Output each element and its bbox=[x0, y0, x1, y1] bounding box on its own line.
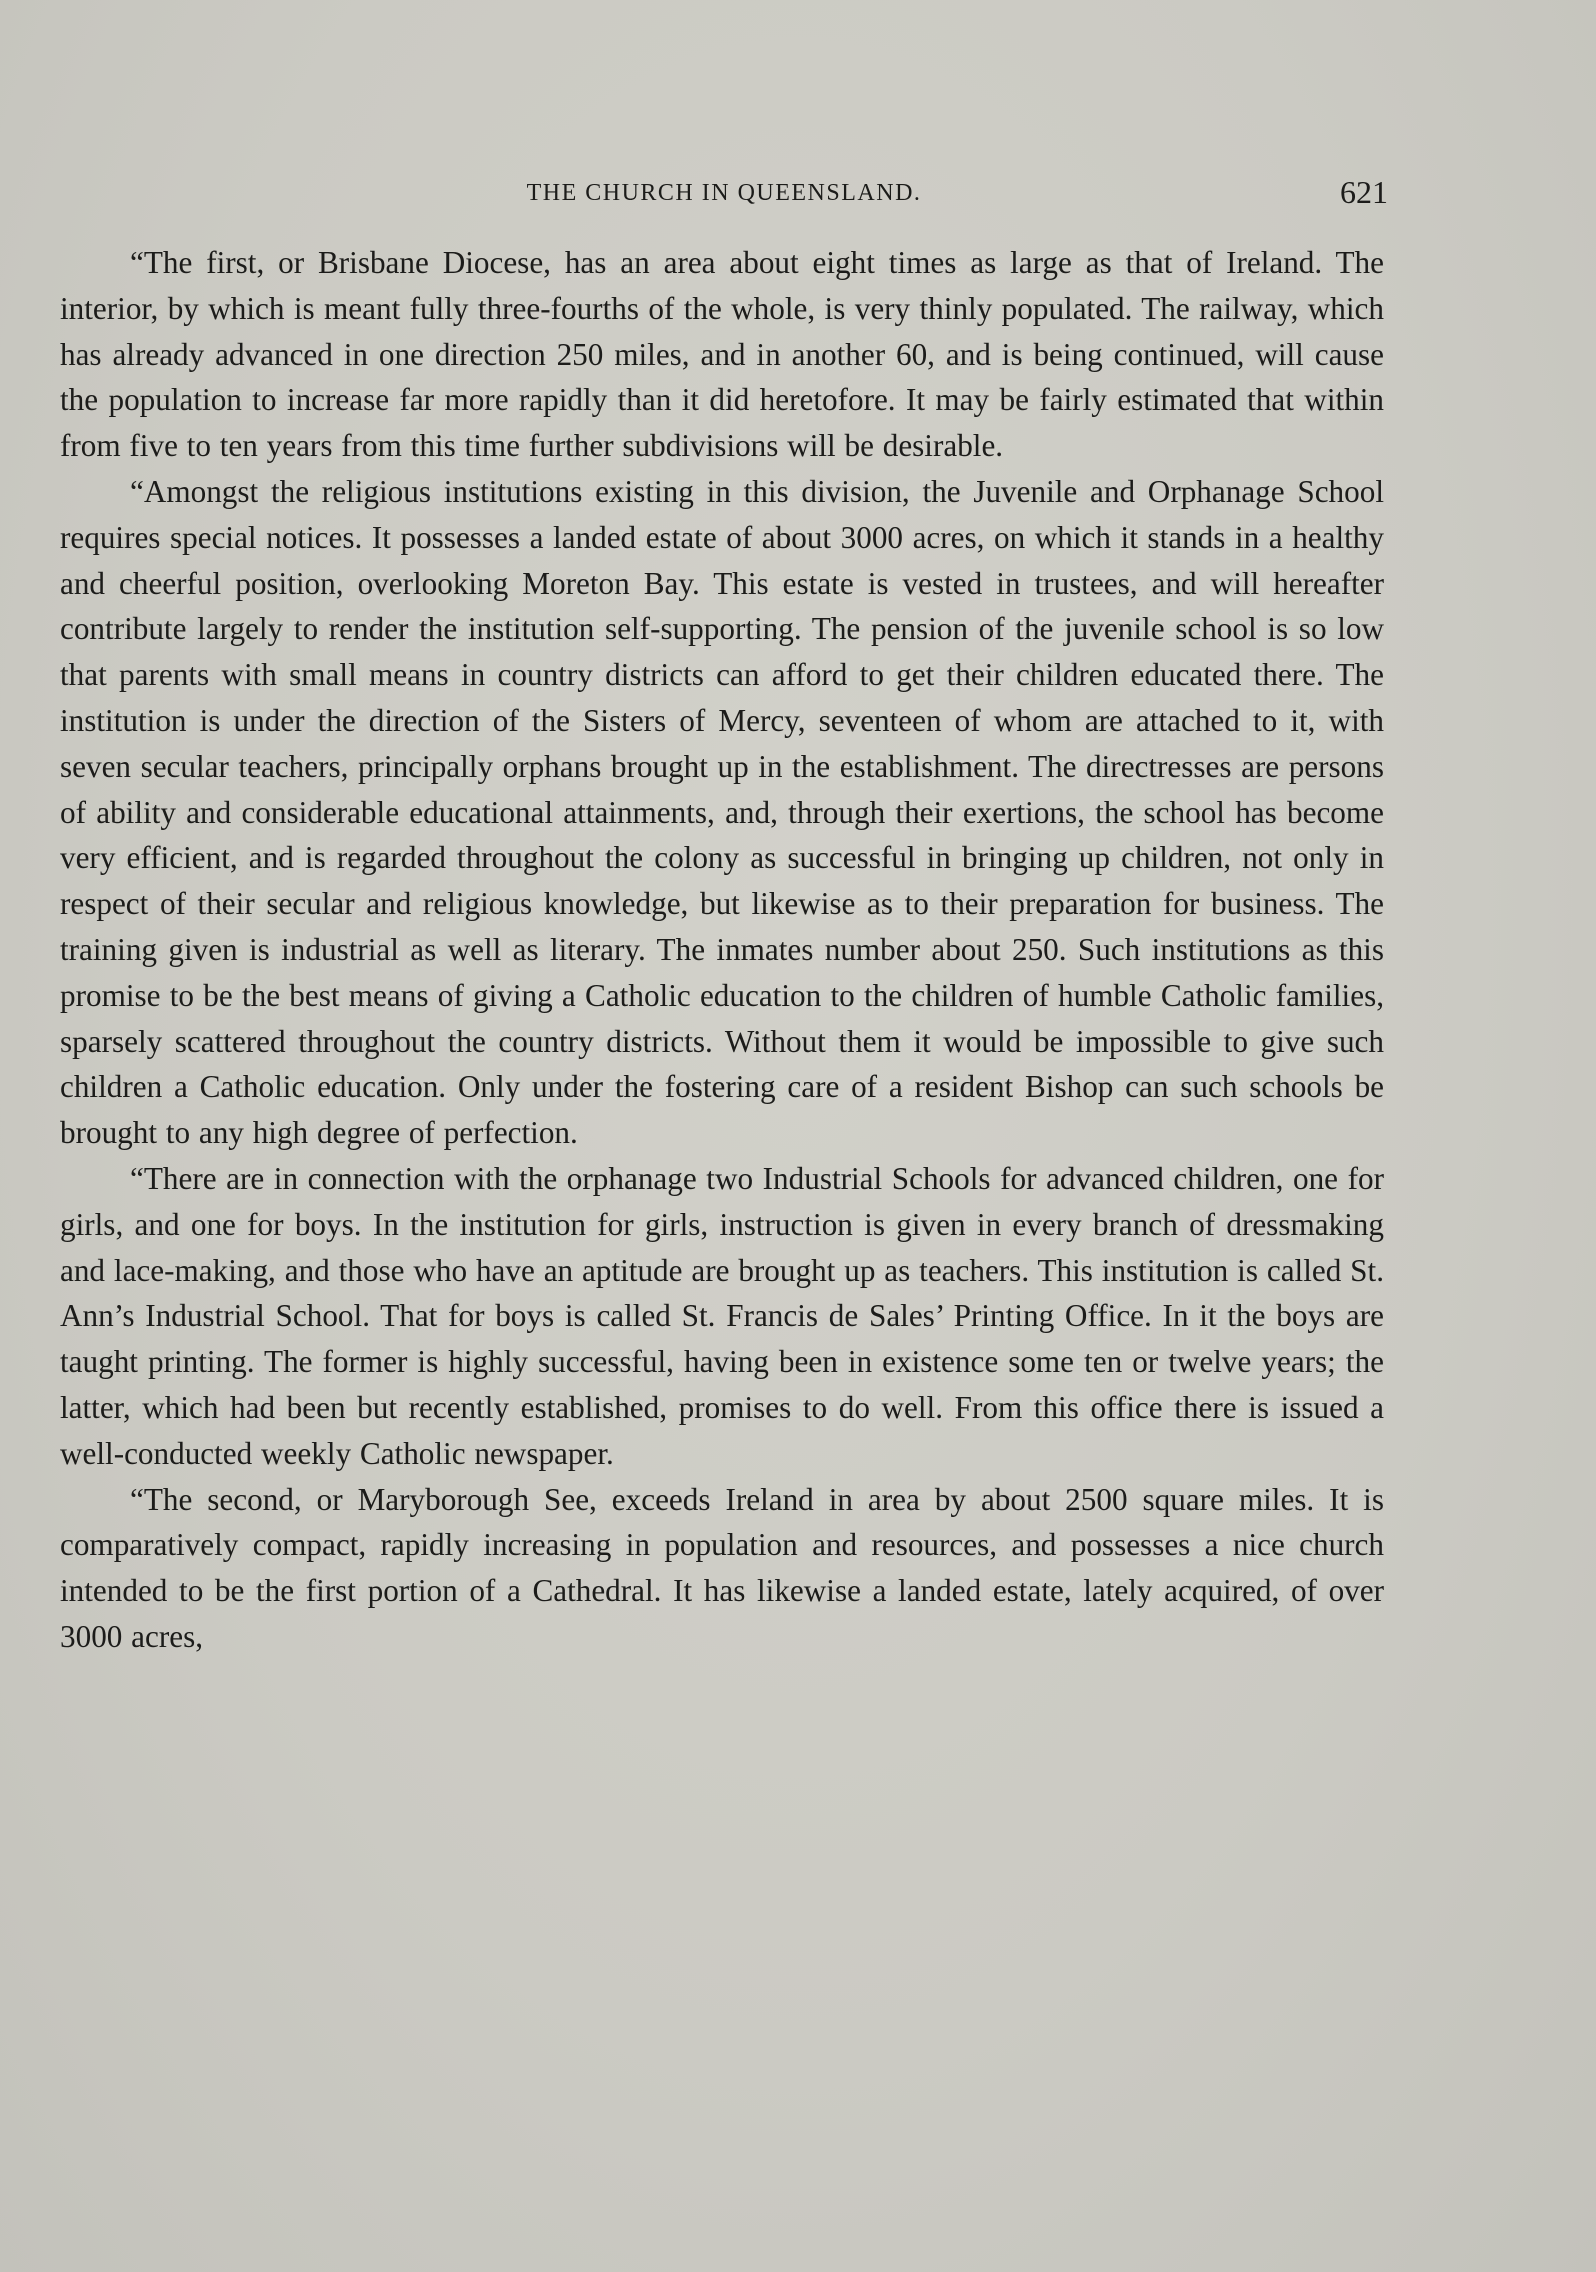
paragraph-industrial-schools: “There are in connection with the orphanage two Industrial Schools for advanced children, one for girls, and one for boys. In the institution for girls, instruction is given in every branch of dressmaking and lace-making, and those who have an aptitude are brought up as teachers. This institution is called St. Ann’s Industrial School. That for boys is called St. Francis de Sales’ Printing Office. In it the boys are taught printing. The former is highly successful, having been in existence some ten or twelve years; the latter, which had been but recently established, promises to do well. From this office there is issued a well-conducted weekly Catholic newspaper. bbox=[60, 1160, 1384, 1471]
body-text bbox=[60, 240, 1384, 1660]
page-number: 621 bbox=[1340, 174, 1388, 210]
paragraph-orphanage-school: “Amongst the religious institutions existing in this division, the Juvenile and Orphanage School requires special notices. It possesses a landed estate of about 3000 acres, on which it stands in a healthy and cheerful position, overlooking Moreton Bay. This estate is vested in trustees, and will hereafter contribute largely to render the institution self-supporting. The pension of the juvenile school is so low that parents with small means in country districts can afford to get their children educated there. The institution is under the direction of the Sisters of Mercy, seventeen of whom are attached to it, with seven secular teachers, principally orphans brought up in the establishment. The directresses are persons of ability and considerable educational attainments, and, through their exertions, the school has become very efficient, and is regarded throughout the colony as successful in bringing up children, not only in respect of their secular and religious knowledge, but likewise as to their preparation for business. The training given is industrial as well as literary. The inmates number about 250. Such institutions as this promise to be the best means of giving a Catholic education to the children of humble Catholic families, sparsely scattered throughout the country districts. Without them it would be impossible to give such children a Catholic education. Only under the fostering care of a resident Bishop can such schools be brought to any high degree of perfection. bbox=[60, 473, 1384, 1151]
paragraph-maryborough-see: “The second, or Maryborough See, exceeds Ireland in area by about 2500 square miles. It is comparatively compact, rapidly increasing in population and resources, and possesses a nice church intended to be the first portion of a Cathedral. It has likewise a landed estate, lately acquired, of over 3000 acres, bbox=[60, 1481, 1384, 1654]
paragraph-brisbane-diocese: “The first, or Brisbane Diocese, has an area about eight times as large as that of Ireland. The interior, by which is meant fully three-fourths of the whole, is very thinly populated. The railway, which has already advanced in one direction 250 miles, and in another 60, and is being continued, will cause the population to increase far more rapidly than it did heretofore. It may be fairly estimated that within from five to ten years from this time further subdivisions will be desirable. bbox=[60, 245, 1384, 464]
running-head bbox=[60, 174, 1388, 214]
running-title: THE CHURCH IN QUEENSLAND. bbox=[526, 180, 922, 206]
